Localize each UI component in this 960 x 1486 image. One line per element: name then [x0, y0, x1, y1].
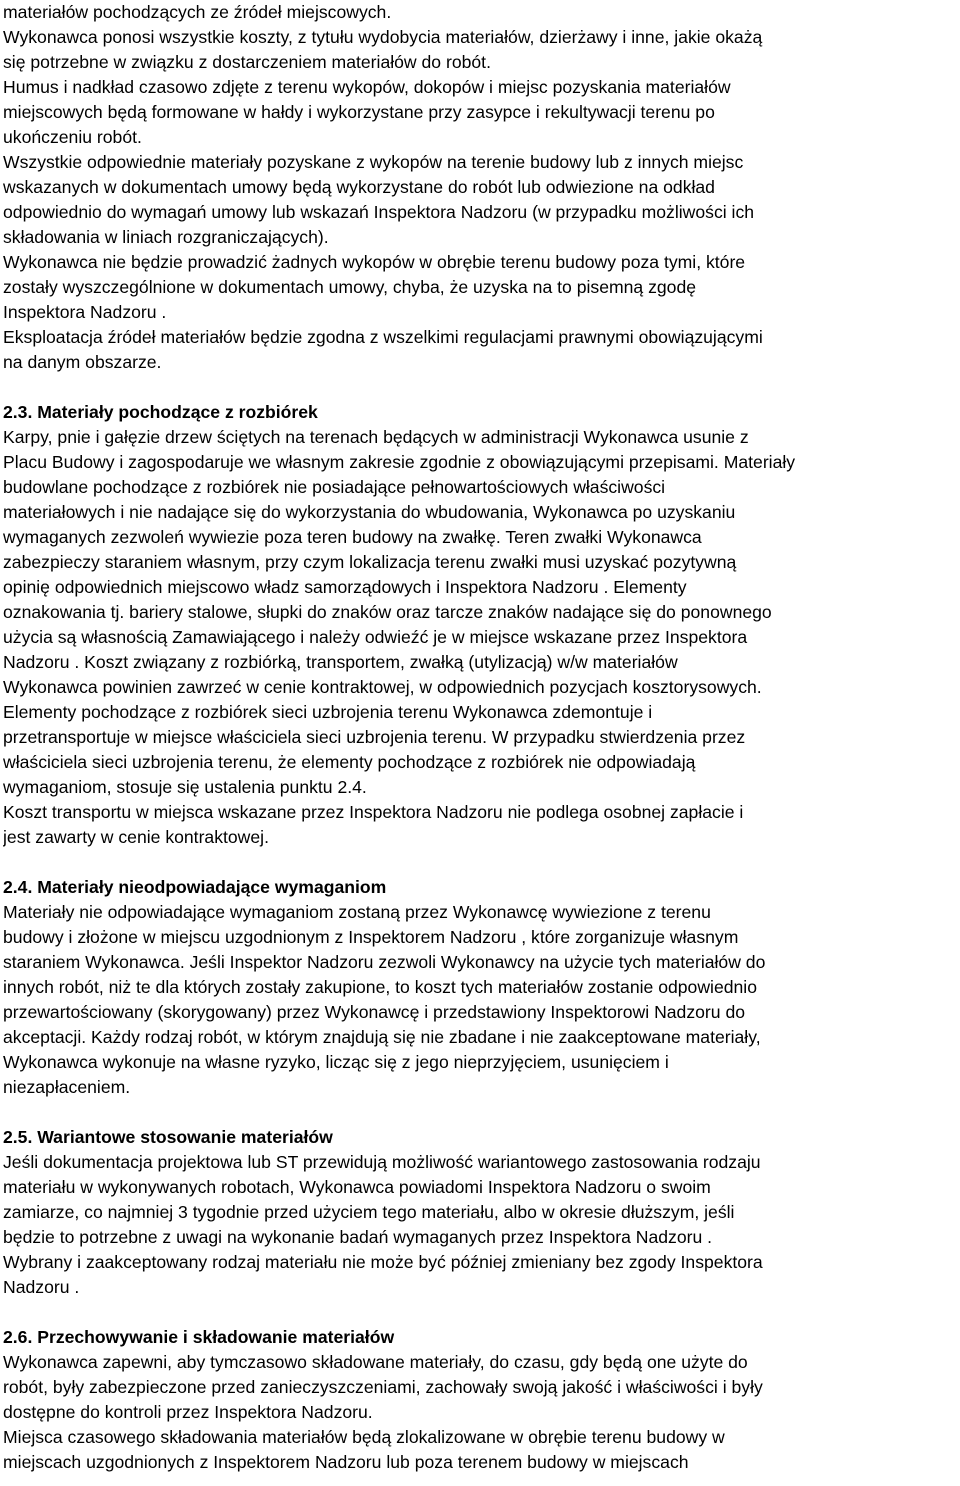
text-line: Wykonawca powinien zawrzeć w cenie kontraktowej, w odpowiednich pozycjach kosztorysowych. [3, 677, 762, 697]
text-line: Wykonawca zapewni, aby tymczasowo składowane materiały, do czasu, gdy będą one użyte do [3, 1352, 748, 1372]
section-heading: 2.6. Przechowywanie i składowanie materiałów [3, 1327, 395, 1347]
paragraph-gap [3, 375, 957, 400]
text-line: wskazanych w dokumentach umowy będą wykorzystane do robót lub odwiezione na odkład [3, 177, 715, 197]
text-line: budowy i złożone w miejscu uzgodnionym z Inspektorem Nadzoru , które zorganizuje własnym [3, 927, 739, 947]
text-line: przewartościowany (skorygowany) przez Wykonawcę i przedstawiony Inspektorowi Nadzoru do [3, 1002, 746, 1022]
text-line: budowlane pochodzące z rozbiórek nie posiadające pełnowartościowych właściwości [3, 477, 666, 497]
text-line: Nadzoru . Koszt związany z rozbiórką, transportem, zwałką (utylizacją) w/w materiałów [3, 652, 678, 672]
text-line: Koszt transportu w miejsca wskazane przez Inspektora Nadzoru nie podlega osobnej zapłacie i [3, 802, 744, 822]
text-line: użycia są własnością Zamawiającego i należy odwieźć je w miejsce wskazane przez Inspektora [3, 627, 748, 647]
text-line: akceptacji. Każdy rodzaj robót, w którym znajdują się nie zbadane i nie zaakceptowane materiały, [3, 1027, 761, 1047]
section-2-4 [3, 875, 957, 1100]
text-line: odpowiednio do wymagań umowy lub wskazań Inspektora Nadzoru (w przypadku możliwości ich [3, 202, 755, 222]
text-line: niezapłaceniem. [3, 1077, 131, 1097]
text-line: Wybrany i zaakceptowany rodzaj materiału nie może być później zmieniany bez zgody Inspektora [3, 1252, 763, 1272]
paragraph-gap [3, 1100, 957, 1125]
text-line: miejscach uzgodnionych z Inspektorem Nadzoru lub poza terenem budowy w miejscach [3, 1452, 689, 1472]
section-2-6 [3, 1325, 957, 1475]
text-line: będzie to potrzebne z uwagi na wykonanie badań wymaganych przez Inspektora Nadzoru . [3, 1227, 713, 1247]
section-2-5 [3, 1125, 957, 1300]
text-line: przetransportuje w miejsce właściciela sieci uzbrojenia terenu. W przypadku stwierdzenia przez [3, 727, 746, 747]
text-line: Materiały nie odpowiadające wymaganiom zostaną przez Wykonawcę wywiezione z terenu [3, 902, 711, 922]
text-line: zabezpieczy staraniem własnym, przy czym lokalizacja terenu zwałki musi uzyskać pozytywną [3, 552, 737, 572]
text-line: opinię odpowiednich miejscowo władz samorządowych i Inspektora Nadzoru . Elementy [3, 577, 687, 597]
text-line: zostały wyszczególnione w dokumentach umowy, chyba, że uzyska na to pisemną zgodę [3, 277, 697, 297]
text-line: Elementy pochodzące z rozbiórek sieci uzbrojenia terenu Wykonawca zdemontuje i [3, 702, 653, 722]
text-line: ukończeniu robót. [3, 127, 142, 147]
text-line: zamiarze, co najmniej 3 tygodnie przed użyciem tego materiału, albo w okresie dłuższym, jeśli [3, 1202, 735, 1222]
text-line: na danym obszarze. [3, 352, 162, 372]
text-line: Miejsca czasowego składowania materiałów będą zlokalizowane w obrębie terenu budowy w [3, 1427, 725, 1447]
text-line: Wykonawca ponosi wszystkie koszty, z tytułu wydobycia materiałów, dzierżawy i inne, jakie okażą [3, 27, 763, 47]
document-page [3, 0, 957, 1475]
text-line: dostępne do kontroli przez Inspektora Nadzoru. [3, 1402, 373, 1422]
text-line: Wykonawca wykonuje na własne ryzyko, licząc się z jego nieprzyjęciem, usunięciem i [3, 1052, 669, 1072]
text-line: Jeśli dokumentacja projektowa lub ST przewidują możliwość wariantowego zastosowania rodzaju [3, 1152, 761, 1172]
section-heading: 2.4. Materiały nieodpowiadające wymaganiom [3, 877, 387, 897]
text-line: Wszystkie odpowiednie materiały pozyskane z wykopów na terenie budowy lub z innych miejsc [3, 152, 744, 172]
section-heading: 2.3. Materiały pochodzące z rozbiórek [3, 402, 318, 422]
paragraph-gap [3, 1300, 957, 1325]
paragraph-gap [3, 850, 957, 875]
text-line: wymaganych zezwoleń wywiezie poza teren budowy na zwałkę. Teren zwałki Wykonawca [3, 527, 702, 547]
text-line: Humus i nadkład czasowo zdjęte z terenu wykopów, dokopów i miejsc pozyskania materiałów [3, 77, 731, 97]
section-2-3 [3, 400, 957, 850]
text-line: Nadzoru . [3, 1277, 80, 1297]
text-line: Placu Budowy i zagospodaruje we własnym zakresie zgodnie z obowiązującymi przepisami. Materiały [3, 452, 796, 472]
text-line: innych robót, niż te dla których zostały zakupione, to koszt tych materiałów zostanie odpowiednio [3, 977, 757, 997]
text-line: wymaganiom, stosuje się ustalenia punktu 2.4. [3, 777, 367, 797]
text-line: składowania w liniach rozgraniczających). [3, 227, 329, 247]
text-line: Eksploatacja źródeł materiałów będzie zgodna z wszelkimi regulacjami prawnymi obowiązującymi [3, 327, 763, 347]
text-line: się potrzebne w związku z dostarczeniem materiałów do robót. [3, 52, 491, 72]
text-line: Karpy, pnie i gałęzie drzew ściętych na terenach będących w administracji Wykonawca usunie z [3, 427, 749, 447]
text-line: Wykonawca nie będzie prowadzić żadnych wykopów w obrębie terenu budowy poza tymi, które [3, 252, 746, 272]
text-line: oznakowania tj. bariery stalowe, słupki do znaków oraz tarcze znaków nadające się do ponownego [3, 602, 772, 622]
intro-block [3, 0, 957, 375]
text-line: właściciela sieci uzbrojenia terenu, że elementy pochodzące z rozbiórek nie odpowiadają [3, 752, 696, 772]
text-line: miejscowych będą formowane w hałdy i wykorzystane przy zasypce i rekultywacji terenu po [3, 102, 715, 122]
text-line: materiałowych i nie nadające się do wykorzystania do wbudowania, Wykonawca po uzyskaniu [3, 502, 736, 522]
text-line: staraniem Wykonawca. Jeśli Inspektor Nadzoru zezwoli Wykonawcy na użycie tych materiałów do [3, 952, 766, 972]
text-line: robót, były zabezpieczone przed zanieczyszczeniami, zachowały swoją jakość i właściwości i były [3, 1377, 763, 1397]
section-heading: 2.5. Wariantowe stosowanie materiałów [3, 1127, 333, 1147]
text-line: Inspektora Nadzoru . [3, 302, 167, 322]
text-line: materiałów pochodzących ze źródeł miejscowych. [3, 2, 392, 22]
text-line: materiału w wykonywanych robotach, Wykonawca powiadomi Inspektora Nadzoru o swoim [3, 1177, 711, 1197]
text-line: jest zawarty w cenie kontraktowej. [3, 827, 269, 847]
